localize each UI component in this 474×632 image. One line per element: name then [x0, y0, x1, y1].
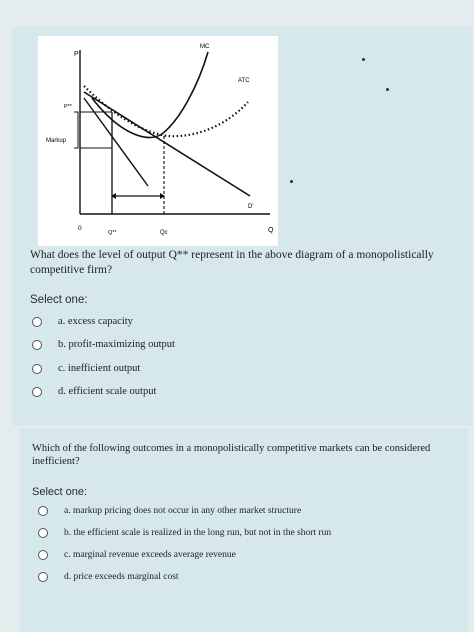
- radio-button[interactable]: [38, 550, 48, 560]
- option-label: a. excess capacity: [58, 316, 133, 327]
- mc-label: MC: [200, 44, 210, 50]
- option-label: d. efficient scale output: [58, 386, 157, 397]
- mc-curve: [92, 52, 208, 137]
- demand-curve: [84, 92, 250, 196]
- option-label: a. markup pricing does not occur in any other market structure: [64, 506, 302, 516]
- question-2-option-a[interactable]: [38, 506, 301, 516]
- radio-button[interactable]: [38, 506, 48, 516]
- question-2-option-d[interactable]: [38, 572, 179, 582]
- question-1-text: What does the level of output Q** represent in the above diagram of a monopolistically competitive firm?: [30, 249, 434, 276]
- option-label: b. profit-maximizing output: [58, 339, 175, 350]
- atc-label: ATC: [238, 78, 250, 84]
- question-1-option-a[interactable]: [32, 316, 133, 327]
- origin-label: 0: [78, 225, 82, 232]
- qc-label: Qc: [160, 230, 168, 236]
- radio-button[interactable]: [32, 317, 42, 327]
- option-label: c. inefficient output: [58, 363, 141, 374]
- question-2-select-label: Select one:: [32, 486, 88, 498]
- atc-curve: [84, 86, 248, 136]
- diagram-svg: [38, 36, 278, 246]
- radio-button[interactable]: [32, 387, 42, 397]
- markup-label: Markup: [46, 138, 67, 144]
- quantity-axis-label: Q: [268, 227, 274, 234]
- question-1-option-c[interactable]: [32, 363, 140, 374]
- question-1-select-label: Select one:: [30, 294, 88, 306]
- markup-bracket: [74, 112, 78, 148]
- option-label: b. the efficient scale is realized in the long run, but not in the short run: [64, 528, 332, 538]
- question-2-text: Which of the following outcomes in a monopolistically competitive markets can be considered inefficient?: [32, 443, 431, 467]
- question-1-option-d[interactable]: [32, 386, 156, 397]
- radio-button[interactable]: [38, 528, 48, 538]
- q-double-star-label: Q**: [108, 230, 117, 236]
- question-1-option-b[interactable]: [32, 339, 175, 350]
- decorative-dot: [386, 88, 389, 91]
- p-double-star-label: P**: [64, 104, 72, 110]
- question-2-card: [20, 428, 468, 632]
- question-2-option-c[interactable]: [38, 550, 236, 560]
- option-label: c. marginal revenue exceeds average revenue: [64, 550, 236, 560]
- decorative-dot: [290, 180, 293, 183]
- option-label: d. price exceeds marginal cost: [64, 572, 179, 582]
- radio-button[interactable]: [32, 364, 42, 374]
- radio-button[interactable]: [32, 340, 42, 350]
- decorative-dot: [362, 58, 365, 61]
- radio-button[interactable]: [38, 572, 48, 582]
- monopolistic-competition-diagram: [38, 36, 278, 246]
- price-axis-label: P: [74, 51, 79, 58]
- question-2-option-b[interactable]: [38, 528, 331, 538]
- demand-label: D': [248, 204, 254, 210]
- question-1-card: [12, 26, 472, 426]
